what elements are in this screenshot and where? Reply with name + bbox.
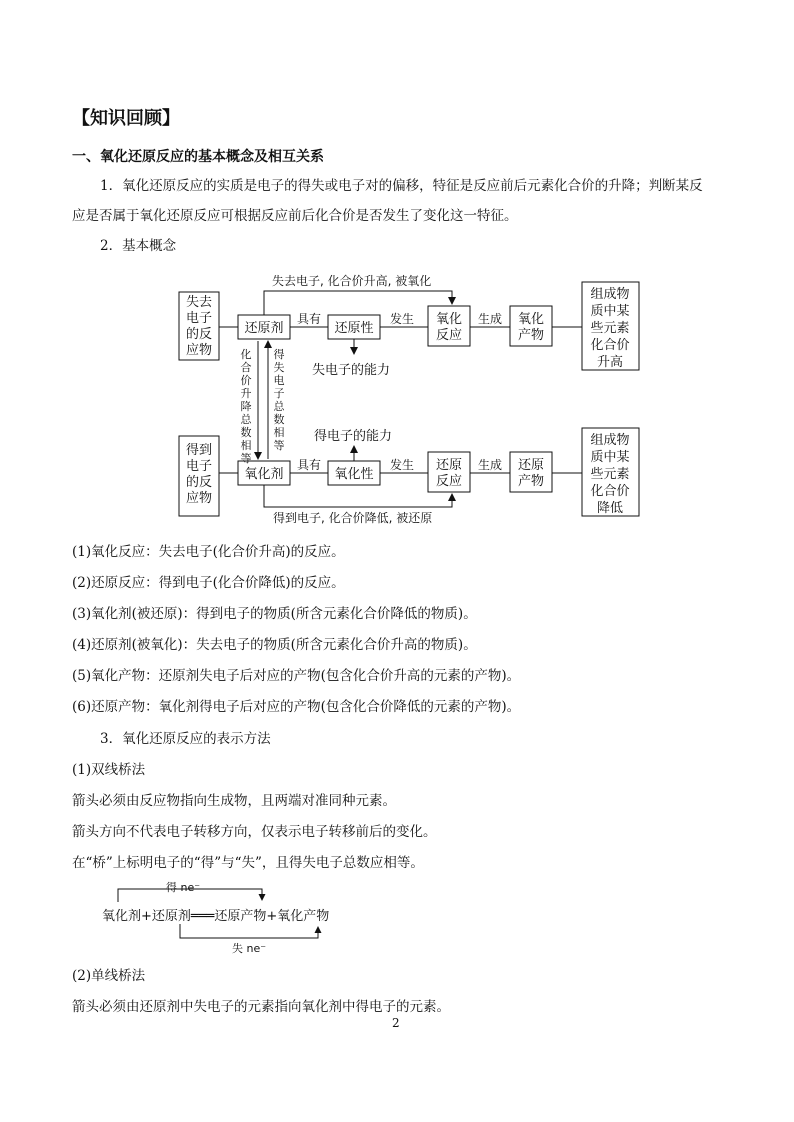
oxidant-label: 氧化剂 — [244, 467, 284, 482]
svg-text:等: 等 — [273, 439, 285, 452]
box-text: 还原 — [435, 458, 463, 473]
gain-ability-label: 得电子的能力 — [314, 429, 393, 444]
definition-line: (2)还原反应：得到电子(化合价降低)的反应。 — [72, 575, 345, 591]
rule-line: 箭头必须由还原剂中失电子的元素指向氧化剂中得电子的元素。 — [72, 999, 450, 1015]
subsection-title: (2)单线桥法 — [72, 968, 146, 984]
svg-text:降: 降 — [240, 400, 252, 413]
svg-text:相: 相 — [273, 426, 285, 439]
svg-text:化: 化 — [240, 348, 252, 361]
connector-label: 发生 — [389, 458, 415, 472]
box-text: 产物 — [517, 328, 545, 343]
connector-label: 发生 — [389, 312, 415, 326]
lose-label: 失 ne⁻ — [232, 942, 267, 955]
bottom-arrow-label: 得到电子, 化合价降低, 被还原 — [273, 511, 433, 525]
rule-line: 在“桥”上标明电子的“得”与“失”，且得失电子总数应相等。 — [72, 855, 424, 871]
box-text: 应物 — [185, 343, 213, 358]
box-text: 质中某 — [590, 304, 630, 319]
item-title: 3．氧化还原反应的表示方法 — [100, 731, 271, 747]
box-text: 电子 — [185, 311, 213, 326]
box-text: 升高 — [596, 355, 624, 370]
box-text: 组成物 — [590, 287, 630, 302]
reductant-label: 还原剂 — [244, 321, 284, 336]
svg-text:总: 总 — [240, 413, 252, 426]
svg-text:电: 电 — [273, 374, 285, 387]
svg-text:升: 升 — [240, 387, 252, 400]
definition-line: (6)还原产物：氧化剂得电子后对应的产物(包含化合价降低的元素的产物)。 — [72, 699, 521, 715]
page-number: 2 — [392, 1016, 400, 1030]
connector-label: 具有 — [296, 312, 322, 326]
box-text: 电子 — [185, 459, 213, 474]
box-text: 降低 — [596, 501, 624, 516]
box-text: 化合价 — [590, 484, 630, 499]
box-text: 失去 — [185, 295, 213, 310]
item-title: 2．基本概念 — [100, 238, 177, 254]
svg-text:合: 合 — [240, 361, 252, 374]
connector-label: 生成 — [477, 458, 503, 472]
connector-label: 具有 — [296, 458, 322, 472]
box-text: 组成物 — [590, 433, 630, 448]
box-text: 的反 — [185, 475, 213, 490]
paragraph-line: 应是否属于氧化还原反应可根据反应前后化合价是否发生了变化这一特征。 — [72, 208, 518, 224]
svg-text:价: 价 — [240, 374, 252, 387]
svg-text:相: 相 — [240, 439, 252, 452]
definition-line: (3)氧化剂(被还原)：得到电子的物质(所含元素化合价降低的物质)。 — [72, 606, 477, 622]
box-text: 产物 — [517, 474, 545, 489]
svg-text:子: 子 — [273, 387, 285, 400]
connector-label: 生成 — [477, 312, 503, 326]
rule-line: 箭头必须由反应物指向生成物，且两端对准同种元素。 — [72, 793, 396, 809]
rule-line: 箭头方向不代表电子转移方向，仅表示电子转移前后的变化。 — [72, 824, 437, 840]
svg-text:等: 等 — [240, 452, 252, 465]
subsection-title: (1)双线桥法 — [72, 762, 146, 778]
reducibility-label: 还原性 — [334, 321, 374, 336]
definition-line: (4)还原剂(被氧化)：失去电子的物质(所含元素化合价升高的物质)。 — [72, 637, 477, 653]
lose-ability-label: 失电子的能力 — [312, 363, 391, 378]
box-text: 质中某 — [590, 450, 630, 465]
box-text: 的反 — [185, 327, 213, 342]
box-text: 反应 — [435, 328, 463, 343]
definition-line: (1)氧化反应：失去电子(化合价升高)的反应。 — [72, 544, 345, 560]
svg-text:失: 失 — [273, 361, 285, 374]
box-text: 氧化 — [517, 312, 545, 327]
box-text: 些元素 — [590, 467, 630, 482]
box-text: 化合价 — [590, 338, 630, 353]
box-text: 氧化 — [435, 312, 463, 327]
section-heading: 【知识回顾】 — [72, 108, 180, 129]
oxidizability-label: 氧化性 — [334, 467, 374, 482]
paragraph-line: 1．氧化还原反应的实质是电子的得失或电子对的偏移，特征是反应前后元素化合价的升降；判断某反 — [100, 178, 703, 194]
box-text: 些元素 — [590, 321, 630, 336]
box-text: 得到 — [185, 443, 213, 458]
definition-line: (5)氧化产物：还原剂失电子后对应的产物(包含化合价升高的元素的产物)。 — [72, 668, 521, 684]
svg-text:数: 数 — [273, 413, 285, 426]
section-title: 一、氧化还原反应的基本概念及相互关系 — [72, 149, 324, 165]
top-arrow-label: 失去电子, 化合价升高, 被氧化 — [272, 274, 432, 288]
box-text: 还原 — [517, 458, 545, 473]
svg-text:数: 数 — [240, 426, 252, 439]
svg-text:得: 得 — [273, 348, 285, 361]
box-text: 应物 — [185, 491, 213, 506]
box-text: 反应 — [435, 474, 463, 489]
equation-text: 氧化剂+还原剂═══还原产物+氧化产物 — [102, 909, 330, 924]
svg-text:总: 总 — [273, 400, 285, 413]
gain-label: 得 ne⁻ — [166, 881, 201, 894]
